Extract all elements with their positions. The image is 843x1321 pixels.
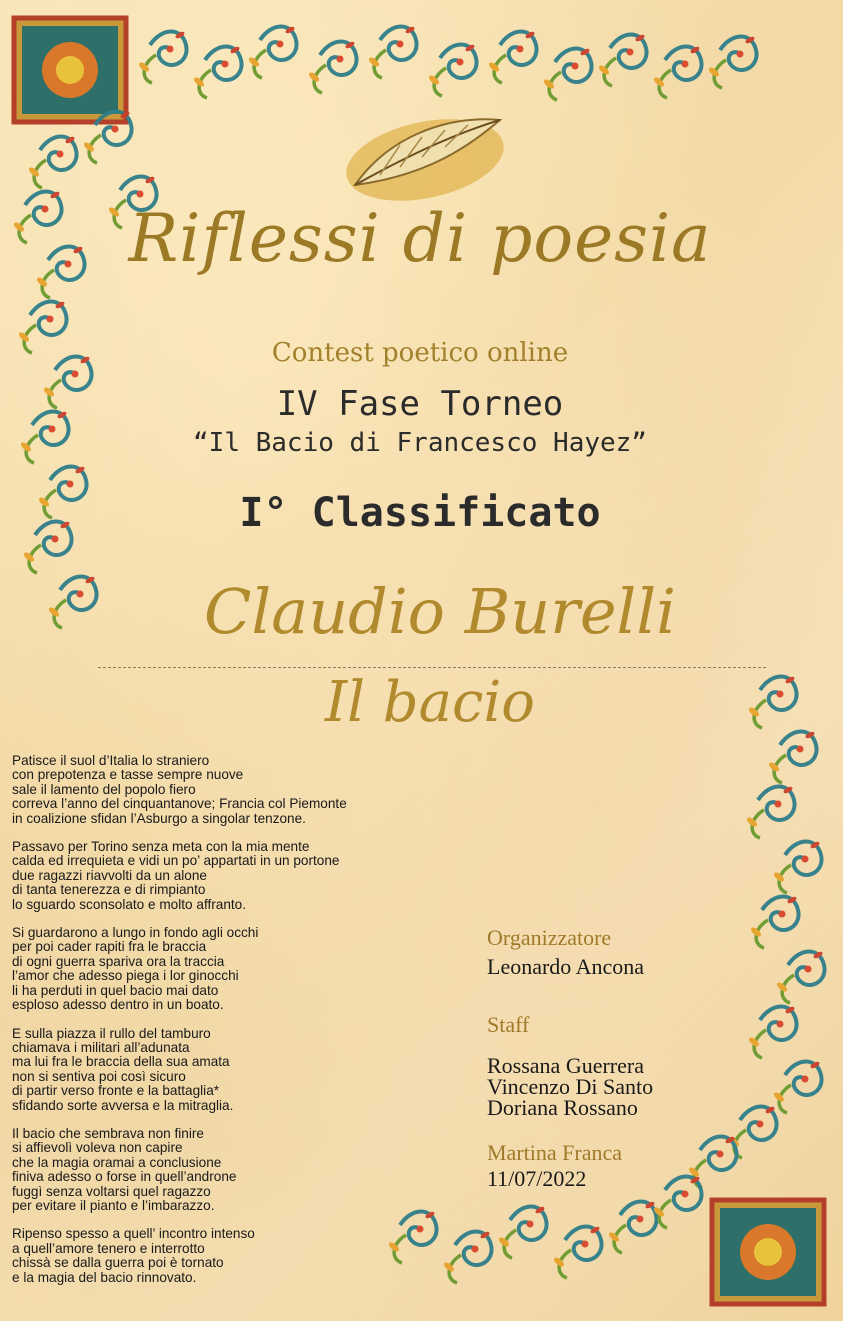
poem-text <box>12 754 452 1299</box>
poem-line: ma lui fra le braccia della sua amata <box>12 1054 230 1070</box>
poem-stanza <box>12 840 452 912</box>
staff-member: Vincenzo Di Santo <box>487 1074 654 1099</box>
poem-line: di tanta tenerezza e di rimpianto <box>12 882 206 898</box>
poem-line: in coalizione sfidan l’Asburgo a singolar tenzone. <box>12 810 306 826</box>
poem-line: calda ed irrequieta e vidi un po’ appartati in un portone <box>12 853 340 869</box>
poem-stanza <box>12 1227 452 1285</box>
poem-line: l’amor che adesso piega i lor ginocchi <box>12 968 239 984</box>
ranking-label: I° Classificato <box>239 490 601 536</box>
poem-line: Ripenso spesso a quell’ incontro intenso <box>12 1226 255 1242</box>
poem-line: sale il lamento del popolo fiero <box>12 781 196 797</box>
poem-line: sfidando sorte avversa e la mitraglia. <box>12 1097 234 1113</box>
contest-subtitle: Contest poetico online <box>271 338 569 368</box>
feather-quill-illustration <box>340 105 510 210</box>
poem-line: si affievolì voleva non capire <box>12 1140 183 1156</box>
poem-line: e la magia del bacio rinnovato. <box>12 1269 197 1285</box>
poem-line: due ragazzi riavvolti da un alone <box>12 867 207 883</box>
poem-line: fuggì senza voltarsi quel ragazzo <box>12 1183 211 1199</box>
poem-line: chissà se dalla guerra poi è tornato <box>12 1255 224 1271</box>
contest-title: Riflessi di poesia <box>128 200 712 277</box>
poem-line: per evitare il pianto e l’imbarazzo. <box>12 1197 215 1213</box>
poem-line: correva l’anno del cinquantanove; Francia col Piemonte <box>12 796 347 812</box>
winner-name: Claudio Burelli <box>203 575 677 648</box>
staff-member: Rossana Guerrera <box>487 1053 644 1078</box>
poem-line: chiamava i militari all’adunata <box>12 1039 190 1055</box>
poem-line: Il bacio che sembrava non finire <box>12 1125 204 1141</box>
poem-line: finiva adesso o forse in quell’androne <box>12 1169 237 1185</box>
poem-stanza <box>12 754 452 826</box>
poem-stanza <box>12 1027 452 1113</box>
staff-member: Doriana Rossano <box>487 1095 638 1120</box>
poem-line: Passavo per Torino senza meta con la mia mente <box>12 839 310 855</box>
poem-line: di partir verso fronte e la battaglia* <box>12 1083 220 1099</box>
poem-stanza <box>12 1127 452 1213</box>
poem-line: a quell’amore tenero e interrotto <box>12 1240 205 1256</box>
organizer-name: Leonardo Ancona <box>487 954 644 979</box>
poem-line: di ogni guerra spariva ora la traccia <box>12 953 225 969</box>
poem-line: esploso adesso dentro in un boato. <box>12 997 224 1013</box>
poem-line: che la magia oramai a conclusione <box>12 1154 222 1170</box>
poem-line: non si sentiva poi così sicuro <box>12 1068 186 1084</box>
tournament-theme: “Il Bacio di Francesco Hayez” <box>193 428 647 458</box>
date-value: 11/07/2022 <box>487 1166 587 1191</box>
dashed-divider <box>98 667 766 668</box>
poem-stanza <box>12 926 452 1012</box>
organizer-label: Organizzatore <box>487 925 612 950</box>
tournament-phase: IV Fase Torneo <box>276 384 564 424</box>
poem-line: Patisce il suol d’Italia lo straniero <box>12 753 210 768</box>
place-label: Martina Franca <box>487 1140 622 1165</box>
poem-line: E sulla piazza il rullo del tamburo <box>12 1025 211 1041</box>
poem-line: Si guardarono a lungo in fondo agli occhi <box>12 925 259 941</box>
poem-line: li ha perduti in quel bacio mai dato <box>12 982 219 998</box>
poem-title: Il bacio <box>324 670 536 735</box>
poem-line: con prepotenza e tasse sempre nuove <box>12 767 244 783</box>
poem-line: per poi cader rapiti fra le braccia <box>12 939 207 955</box>
staff-label: Staff <box>487 1012 530 1037</box>
poem-line: lo sguardo sconsolato e molto affranto. <box>12 896 247 912</box>
